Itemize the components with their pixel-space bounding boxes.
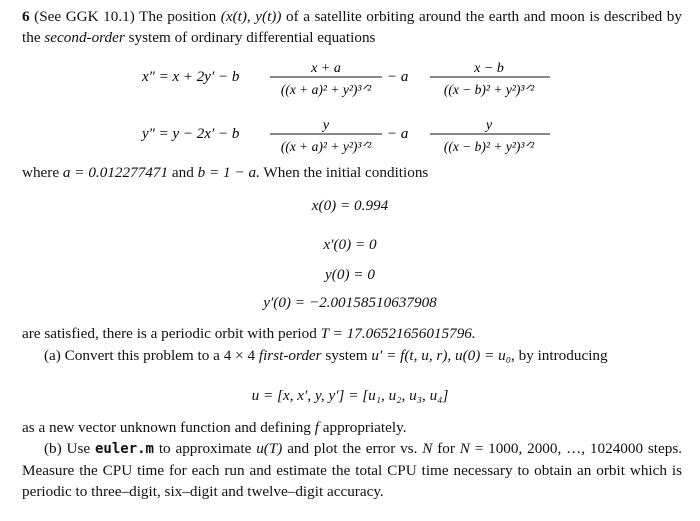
intro-text-b: of a satellite orbiting around the earth and moon is described by the xyxy=(22,8,682,46)
part-b-label: (b) Use xyxy=(44,440,91,457)
part-a-equation: u′ = f(t, u, r), u(0) = u₀, xyxy=(371,347,515,364)
eq1-numerator-1: x + a xyxy=(311,61,341,76)
eq2-numerator-1: y xyxy=(322,118,330,133)
ic-y-value: y(0) = 0 xyxy=(325,266,375,283)
eq2-middle: − a xyxy=(387,126,409,142)
where-text: where xyxy=(22,164,60,181)
part-a xyxy=(22,345,682,366)
eq2-denominator-1: ((x + a)² + y²)³ᐟ² xyxy=(280,139,372,154)
intro-text-a: (See GGK 10.1) The position xyxy=(34,8,217,25)
problem-intro xyxy=(22,6,682,48)
part-b-text-1: to approximate xyxy=(158,440,252,457)
period-text: are satisfied, there is a periodic orbit with period xyxy=(22,325,317,342)
part-b-text-3: for xyxy=(437,440,455,457)
initial-condition-y xyxy=(0,266,700,284)
initial-condition-xprime xyxy=(0,236,700,254)
part-a-dims: 4 × 4 xyxy=(223,347,256,364)
period-value: T = 17.06521656015796. xyxy=(320,325,476,342)
a-definition: a = 0.012277471 xyxy=(62,164,169,181)
ic-yprime-value: y′(0) = −2.00158510637908 xyxy=(263,294,437,311)
N-symbol: N xyxy=(422,440,433,457)
ic-x-value: x(0) = 0.994 xyxy=(311,197,389,214)
part-a-by: by xyxy=(518,347,534,364)
eq1-numerator-2: x − b xyxy=(474,61,504,76)
eq1-middle: − a xyxy=(387,69,409,85)
part-a-after xyxy=(22,417,682,438)
emphasis-second-order: second-order xyxy=(44,29,125,46)
after-text: as a new vector unknown function and defining xyxy=(22,419,311,436)
b-definition: b = 1 − a. xyxy=(197,164,260,181)
eq1-lhs: x″ = x + 2y′ − b xyxy=(142,69,240,85)
and-text: and xyxy=(171,164,194,181)
euler-code: euler.m xyxy=(94,441,154,457)
ic-xprime-value: x′(0) = 0 xyxy=(323,236,377,253)
eq1-denominator-2: ((x − b)² + y²)³ᐟ² xyxy=(443,82,535,97)
u-of-T: u(T) xyxy=(256,440,283,457)
eq2-denominator-2: ((x − b)² + y²)³ᐟ² xyxy=(443,139,535,154)
part-b-line-2: …, 1024000 steps. Measure the CPU time for each run and estimate the total CPU time xyxy=(22,440,683,479)
constants-line xyxy=(22,162,682,183)
part-b xyxy=(22,438,682,502)
part-a-vector xyxy=(0,387,700,405)
part-a-introducing: introducing xyxy=(537,347,608,364)
initial-condition-yprime xyxy=(0,294,700,312)
N-symbol-2: N xyxy=(459,440,470,457)
problem-number: 6 xyxy=(22,8,30,25)
eq2-lhs: y″ = y − 2x′ − b xyxy=(142,126,240,142)
initial-condition-x xyxy=(0,197,700,215)
ode-equations xyxy=(0,54,700,164)
part-b-text-2: and plot the error vs. xyxy=(287,440,418,457)
vector-definition: u = [x, x′, y, y′] = [u₁, u₂, u₃, u₄] xyxy=(251,387,449,404)
after-text-2: appropriately. xyxy=(322,419,407,436)
intro-text-c: system of ordinary differential equations xyxy=(128,29,376,46)
N-values: = 1000, 2000, xyxy=(474,440,562,457)
part-a-emphasis: first-order xyxy=(258,347,322,364)
eq2-numerator-2: y xyxy=(485,118,493,133)
period-line xyxy=(22,323,682,344)
f-symbol: f xyxy=(314,419,319,436)
position-expression: (x(t), y(t)) xyxy=(220,8,282,25)
eq1-denominator-1: ((x + a)² + y²)³ᐟ² xyxy=(280,82,372,97)
part-b-line-3: necessary to obtain an orbit which is periodic to three–digit, six–digit and twelve–digit xyxy=(22,462,682,500)
part-a-label: (a) Convert this problem to a xyxy=(44,347,220,364)
part-b-line-4: accuracy. xyxy=(326,483,384,500)
part-a-system: system xyxy=(325,347,368,364)
constants-tail: When the initial conditions xyxy=(263,164,429,181)
